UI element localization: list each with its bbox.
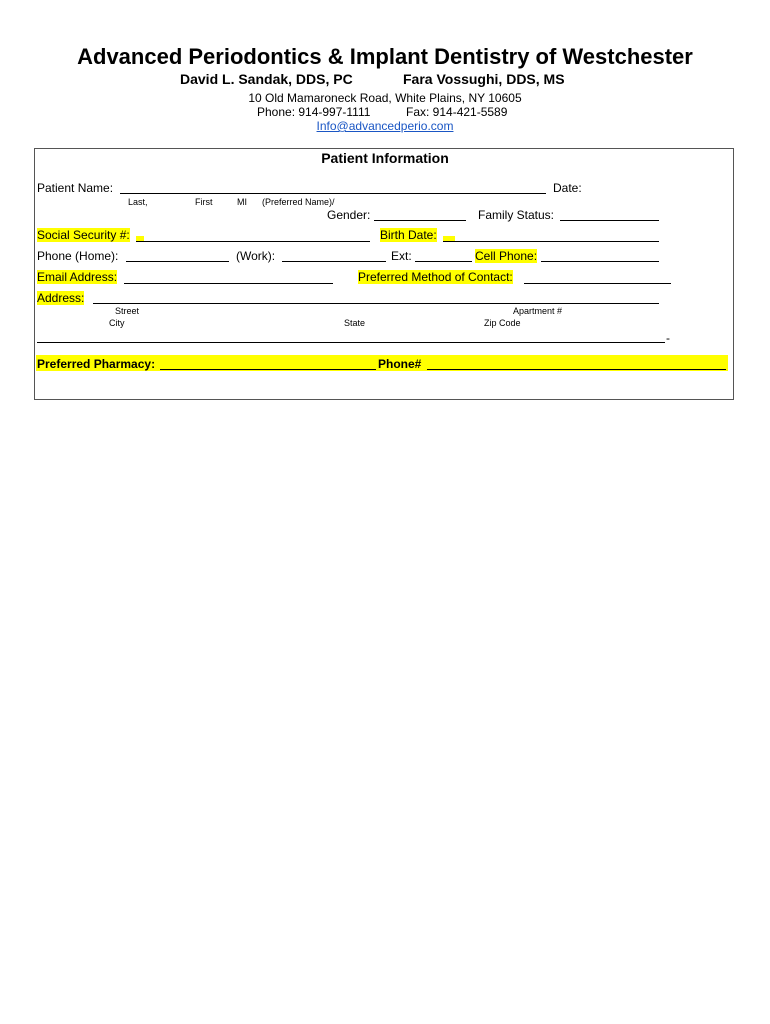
hint-street: Street bbox=[115, 306, 140, 316]
hint-zip: Zip Code bbox=[484, 318, 521, 328]
email-address-field[interactable] bbox=[124, 283, 333, 284]
practice-address: 10 Old Mamaroneck Road, White Plains, NY 10605 bbox=[248, 91, 522, 105]
gender-field[interactable] bbox=[374, 220, 466, 221]
hint-apartment: Apartment # bbox=[513, 306, 563, 316]
phone-home-label: Phone (Home): bbox=[37, 249, 119, 263]
hint-mi: MI bbox=[237, 197, 247, 207]
section-title: Patient Information bbox=[321, 150, 449, 166]
patient-name-label: Patient Name: bbox=[37, 181, 114, 195]
date-label: Date: bbox=[553, 181, 582, 195]
work-phone-label: (Work): bbox=[236, 249, 276, 263]
family-status-field[interactable] bbox=[560, 220, 659, 221]
doctor-2-name: Fara Vossughi, DDS, MS bbox=[403, 71, 565, 87]
preferred-pharmacy-label: Preferred Pharmacy: bbox=[37, 357, 156, 371]
cell-phone-label: Cell Phone: bbox=[475, 249, 538, 263]
pharmacy-phone-label: Phone# bbox=[378, 357, 422, 371]
address-street-field[interactable] bbox=[93, 303, 659, 304]
cell-phone-field[interactable] bbox=[541, 261, 659, 262]
work-phone-field[interactable] bbox=[282, 261, 386, 262]
family-status-label: Family Status: bbox=[478, 208, 555, 222]
birth-date-field[interactable] bbox=[443, 241, 659, 242]
address-city-state-zip-field[interactable] bbox=[37, 342, 665, 343]
practice-title: Advanced Periodontics & Implant Dentistry of Westchester bbox=[77, 44, 693, 69]
practice-phone: Phone: 914-997-1111 bbox=[257, 105, 371, 119]
hint-city: City bbox=[109, 318, 125, 328]
email-address-label: Email Address: bbox=[37, 270, 118, 284]
phone-home-field[interactable] bbox=[126, 261, 229, 262]
doctor-1-name: David L. Sandak, DDS, PC bbox=[180, 71, 353, 87]
birth-date-label: Birth Date: bbox=[380, 228, 437, 242]
preferred-contact-label: Preferred Method of Contact: bbox=[358, 270, 513, 284]
hint-state: State bbox=[344, 318, 366, 328]
hint-preferred-name: (Preferred Name)/ bbox=[262, 197, 335, 207]
ext-field[interactable] bbox=[415, 261, 472, 262]
preferred-pharmacy-field[interactable] bbox=[160, 369, 376, 370]
address-label: Address: bbox=[37, 291, 85, 305]
line-end-dash: - bbox=[666, 331, 670, 345]
pharmacy-phone-field[interactable] bbox=[427, 369, 726, 370]
preferred-contact-field[interactable] bbox=[524, 283, 671, 284]
hint-last: Last, bbox=[128, 197, 148, 207]
ssn-label: Social Security #: bbox=[37, 228, 130, 242]
hint-first: First bbox=[195, 197, 213, 207]
ext-label: Ext: bbox=[391, 249, 412, 263]
practice-email-link[interactable]: Info@advancedperio.com bbox=[316, 119, 454, 133]
gender-label: Gender: bbox=[327, 208, 371, 222]
practice-fax: Fax: 914-421-5589 bbox=[406, 105, 508, 119]
patient-name-field[interactable] bbox=[120, 193, 546, 194]
ssn-field[interactable] bbox=[136, 241, 370, 242]
